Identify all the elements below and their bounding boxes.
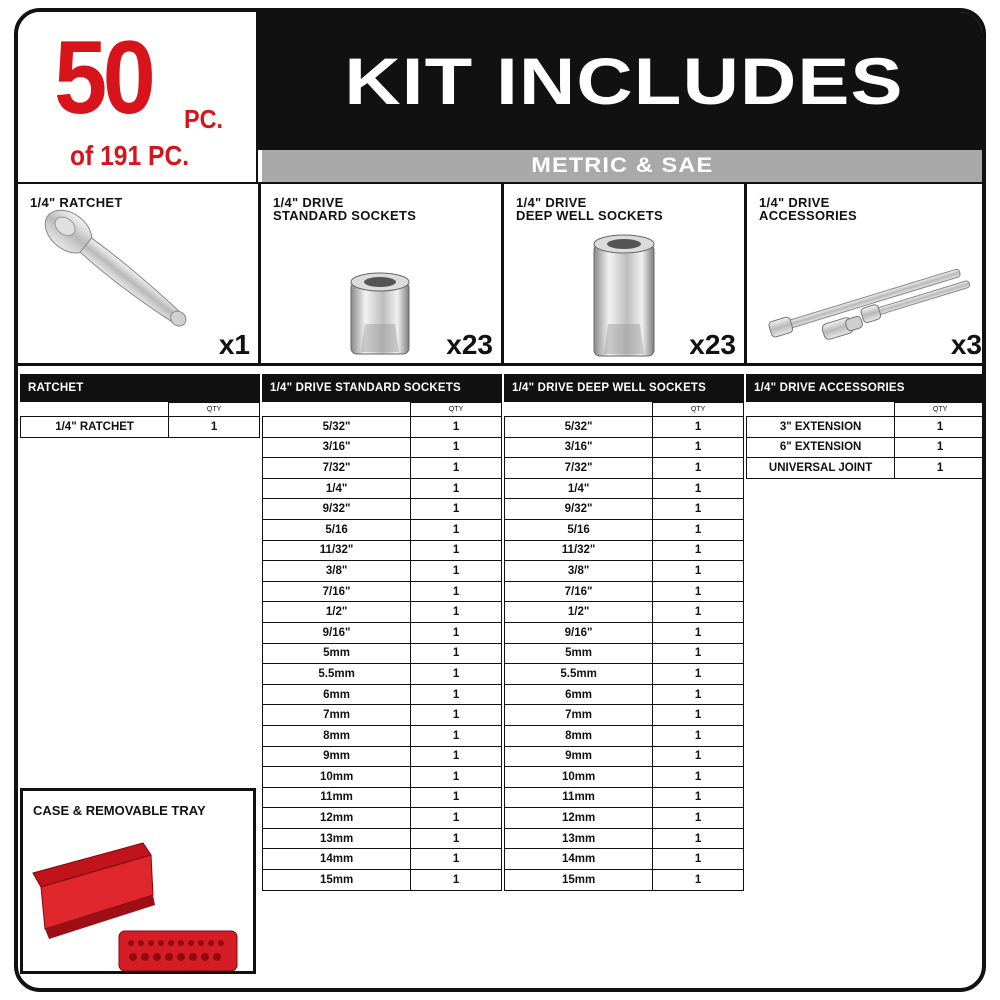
table-row [505, 602, 744, 623]
item-size: 3/8" [505, 561, 653, 582]
table-row [747, 458, 986, 479]
item-size: 7/16" [263, 581, 411, 602]
table-header-row [263, 403, 502, 417]
item-qty: 1 [653, 519, 744, 540]
item-size: 9/32" [263, 499, 411, 520]
item-size: 5.5mm [263, 664, 411, 685]
panel-title: 1/4" DRIVE ACCESSORIES [759, 195, 857, 223]
item-size: 5/16 [263, 519, 411, 540]
item-qty: 1 [411, 478, 502, 499]
item-qty: 1 [411, 458, 502, 479]
item-size: 6" EXTENSION [747, 437, 895, 458]
item-size: 8mm [505, 725, 653, 746]
item-qty: 1 [895, 437, 986, 458]
item-size: 10mm [505, 767, 653, 788]
item-qty: 1 [411, 581, 502, 602]
item-size: 5/32" [263, 417, 411, 438]
table-row [263, 725, 502, 746]
table-row [263, 849, 502, 870]
item-size: 7/32" [505, 458, 653, 479]
item-size: 9mm [263, 746, 411, 767]
deep-well-sockets-table [504, 374, 744, 891]
product-panels [18, 182, 986, 366]
table-row [263, 767, 502, 788]
item-qty: 1 [411, 561, 502, 582]
table-row [505, 581, 744, 602]
item-qty: 1 [411, 684, 502, 705]
item-qty: 1 [411, 849, 502, 870]
item-size: 5/16 [505, 519, 653, 540]
item-qty: 1 [653, 437, 744, 458]
panel-title: 1/4" RATCHET [30, 195, 123, 210]
table-row [263, 643, 502, 664]
table-header-row [505, 403, 744, 417]
item-qty: 1 [653, 746, 744, 767]
table-row [263, 622, 502, 643]
table-heading: 1/4" DRIVE ACCESSORIES [746, 374, 986, 402]
table-row [263, 602, 502, 623]
table-row [263, 787, 502, 808]
qty-header: QTY [411, 403, 502, 417]
qty-header: QTY [653, 403, 744, 417]
table-row [263, 519, 502, 540]
table-row [505, 767, 744, 788]
table-row [505, 725, 744, 746]
item-qty: 1 [411, 499, 502, 520]
item-qty: 1 [411, 828, 502, 849]
title-bar [258, 12, 986, 150]
qty-header: QTY [895, 403, 986, 417]
item-size: 3/8" [263, 561, 411, 582]
item-size: 11mm [263, 787, 411, 808]
table-row [505, 643, 744, 664]
table-row [263, 458, 502, 479]
panel-quantity: x23 [446, 329, 493, 360]
item-qty: 1 [411, 437, 502, 458]
table-row [263, 684, 502, 705]
qty-header: QTY [169, 403, 260, 417]
item-qty: 1 [411, 643, 502, 664]
item-size: 14mm [505, 849, 653, 870]
item-size: 5mm [263, 643, 411, 664]
item-qty: 1 [411, 417, 502, 438]
item-size: 1/4" RATCHET [21, 417, 169, 438]
table-row [505, 684, 744, 705]
table-row [747, 437, 986, 458]
item-size: 5mm [505, 643, 653, 664]
table-row [747, 417, 986, 438]
item-size: 9mm [505, 746, 653, 767]
item-qty: 1 [653, 540, 744, 561]
item-size: 11mm [505, 787, 653, 808]
table-row [505, 540, 744, 561]
table-row [505, 561, 744, 582]
item-qty: 1 [653, 849, 744, 870]
table-heading: 1/4" DRIVE DEEP WELL SOCKETS [504, 374, 744, 402]
item-size: 15mm [263, 870, 411, 891]
item-size: 7/16" [505, 581, 653, 602]
item-size: 7mm [505, 705, 653, 726]
item-size: 10mm [263, 767, 411, 788]
item-qty: 1 [411, 808, 502, 829]
item-size: 1/2" [505, 602, 653, 623]
item-qty: 1 [411, 540, 502, 561]
table-row [505, 437, 744, 458]
table-row [263, 705, 502, 726]
table-row [263, 870, 502, 891]
item-qty: 1 [653, 684, 744, 705]
item-size: 9/16" [263, 622, 411, 643]
table-header-row [21, 403, 260, 417]
panel-standard-sockets [261, 184, 504, 363]
item-qty: 1 [653, 499, 744, 520]
table-row [505, 622, 744, 643]
item-size: 6mm [505, 684, 653, 705]
panel-title: 1/4" DRIVE STANDARD SOCKETS [273, 195, 417, 223]
item-size: 7/32" [263, 458, 411, 479]
item-qty: 1 [411, 664, 502, 685]
item-size: 3/16" [505, 437, 653, 458]
item-size: 9/32" [505, 499, 653, 520]
header-cell [747, 403, 895, 417]
item-size: 12mm [505, 808, 653, 829]
item-qty: 1 [895, 458, 986, 479]
table-row [505, 478, 744, 499]
table-row [505, 870, 744, 891]
table-row [505, 849, 744, 870]
item-qty: 1 [653, 643, 744, 664]
table-row [263, 499, 502, 520]
item-qty: 1 [653, 808, 744, 829]
accessories-table [746, 374, 986, 479]
item-size: 14mm [263, 849, 411, 870]
page-title: KIT INCLUDES [344, 44, 904, 118]
item-size: 15mm [505, 870, 653, 891]
item-qty: 1 [653, 622, 744, 643]
table-row [263, 417, 502, 438]
panel-quantity: x3 [950, 329, 982, 360]
header-cell [505, 403, 653, 417]
item-qty: 1 [653, 767, 744, 788]
table-row [263, 561, 502, 582]
table-row [263, 437, 502, 458]
item-qty: 1 [411, 725, 502, 746]
item-qty: 1 [411, 870, 502, 891]
table-row [505, 787, 744, 808]
table-heading: 1/4" DRIVE STANDARD SOCKETS [262, 374, 502, 402]
item-size: 5/32" [505, 417, 653, 438]
item-size: 5.5mm [505, 664, 653, 685]
table-row [505, 664, 744, 685]
item-size: 8mm [263, 725, 411, 746]
item-qty: 1 [169, 417, 260, 438]
item-qty: 1 [411, 705, 502, 726]
subtitle-bar [262, 150, 982, 182]
item-size: 1/4" [263, 478, 411, 499]
table-row [505, 417, 744, 438]
case-and-tray-icon [23, 821, 253, 971]
panel-title: 1/4" DRIVE DEEP WELL SOCKETS [516, 195, 663, 223]
item-size: 1/2" [263, 602, 411, 623]
item-qty: 1 [653, 478, 744, 499]
item-size: UNIVERSAL JOINT [747, 458, 895, 479]
table-row [263, 540, 502, 561]
item-size: 6mm [263, 684, 411, 705]
panel-quantity: x1 [218, 329, 250, 360]
table-row [263, 664, 502, 685]
table-row [263, 746, 502, 767]
item-size: 13mm [263, 828, 411, 849]
piece-count-box [18, 12, 258, 182]
item-qty: 1 [653, 561, 744, 582]
header-cell [21, 403, 169, 417]
item-size: 11/32" [505, 540, 653, 561]
total-piece-count: of 191 PC. [70, 140, 190, 171]
ratchet-table [20, 374, 260, 438]
header-cell [263, 403, 411, 417]
item-qty: 1 [653, 417, 744, 438]
item-qty: 1 [411, 519, 502, 540]
item-size: 9/16" [505, 622, 653, 643]
table-row [505, 519, 744, 540]
panel-deep-well-sockets [504, 184, 747, 363]
item-qty: 1 [653, 787, 744, 808]
item-qty: 1 [411, 746, 502, 767]
kit-includes-card [14, 8, 986, 992]
panel-ratchet [18, 184, 261, 363]
table-row [263, 478, 502, 499]
table-row [505, 458, 744, 479]
piece-count-unit: PC. [184, 104, 224, 134]
item-qty: 1 [411, 787, 502, 808]
item-qty: 1 [653, 664, 744, 685]
table-row [21, 417, 260, 438]
table-row [263, 581, 502, 602]
item-qty: 1 [653, 828, 744, 849]
case-title: CASE & REMOVABLE TRAY [33, 803, 206, 818]
item-size: 3" EXTENSION [747, 417, 895, 438]
item-qty: 1 [411, 622, 502, 643]
item-qty: 1 [653, 705, 744, 726]
table-row [505, 808, 744, 829]
item-size: 12mm [263, 808, 411, 829]
item-qty: 1 [411, 602, 502, 623]
case-panel [20, 788, 256, 974]
table-heading: RATCHET [20, 374, 260, 402]
piece-count: 50 [54, 20, 152, 136]
table-header-row [747, 403, 986, 417]
item-qty: 1 [653, 581, 744, 602]
item-size: 1/4" [505, 478, 653, 499]
item-size: 11/32" [263, 540, 411, 561]
table-row [505, 746, 744, 767]
page-subtitle: METRIC & SAE [530, 154, 714, 177]
item-qty: 1 [411, 767, 502, 788]
item-qty: 1 [653, 458, 744, 479]
table-row [263, 808, 502, 829]
item-size: 3/16" [263, 437, 411, 458]
item-qty: 1 [653, 870, 744, 891]
panel-quantity: x23 [689, 329, 736, 360]
table-row [505, 705, 744, 726]
table-row [505, 499, 744, 520]
table-row [505, 828, 744, 849]
item-size: 13mm [505, 828, 653, 849]
item-qty: 1 [653, 725, 744, 746]
item-qty: 1 [653, 602, 744, 623]
standard-sockets-table [262, 374, 502, 891]
item-qty: 1 [895, 417, 986, 438]
panel-accessories [747, 184, 986, 363]
table-row [263, 828, 502, 849]
item-size: 7mm [263, 705, 411, 726]
